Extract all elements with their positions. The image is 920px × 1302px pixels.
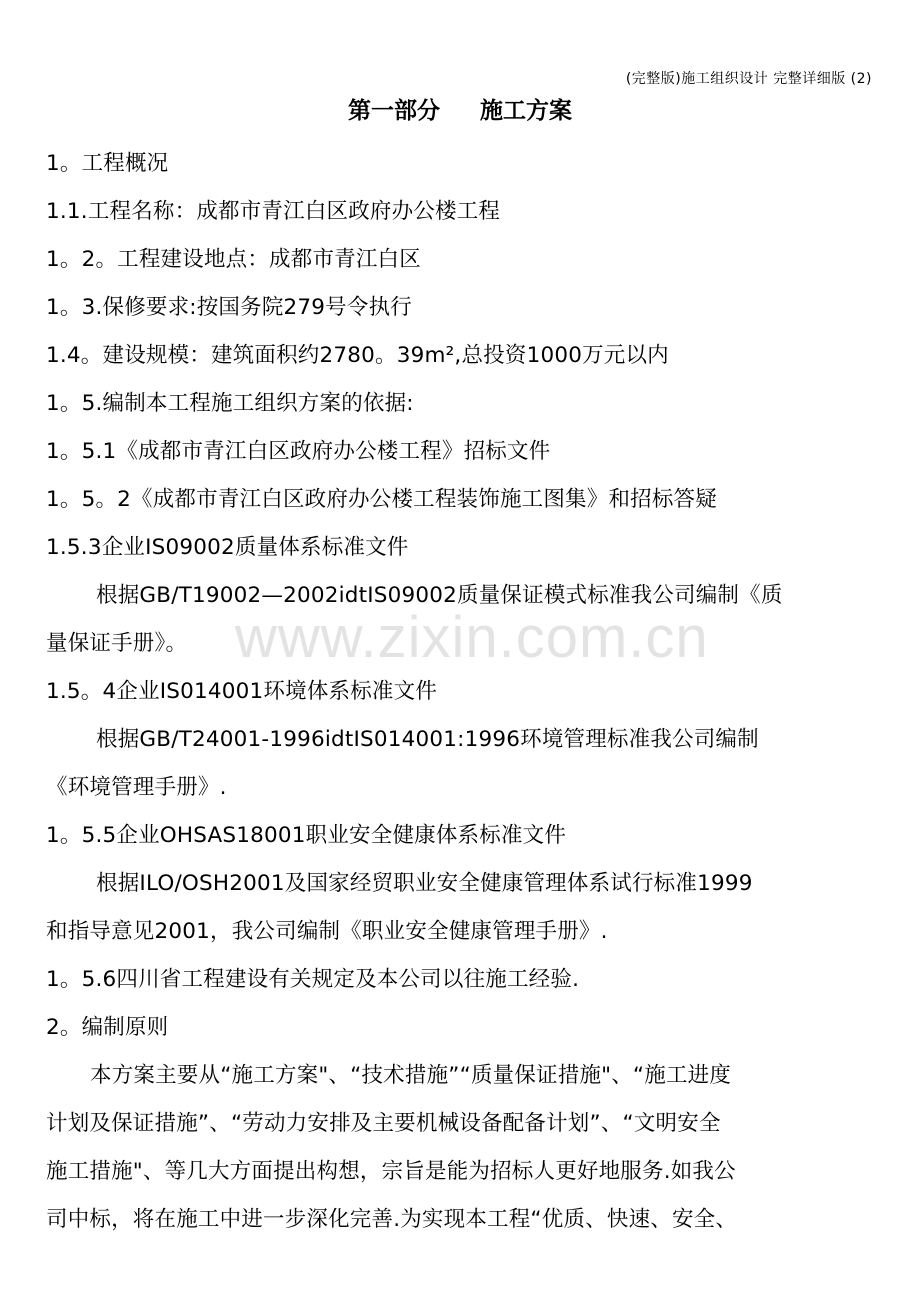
text-line: 量保证手册》。 <box>46 631 188 656</box>
text-line: 和指导意见2001，我公司编制《职业安全健康管理手册》. <box>46 919 608 944</box>
text-line: 1。5。2《成都市青江白区政府办公楼工程装饰施工图集》和招标答疑 <box>46 487 717 512</box>
text-line: 1。3.保修要求:按国务院279号令执行 <box>46 295 412 320</box>
text-line: 施工措施"、等几大方面提出构想，宗旨是能为招标人更好地服务.如我公 <box>46 1159 736 1184</box>
title-name: 施工方案 <box>480 97 572 124</box>
text-line: 2。编制原则 <box>46 1015 169 1040</box>
watermark: www.zixin.com.cn <box>235 605 709 670</box>
text-line: 根据ILO/OSH2001及国家经贸职业安全健康管理体系试行标准1999 <box>96 871 753 896</box>
text-line: 根据GB/T24001-1996idtIS014001:1996环境管理标准我公司编制 <box>96 727 759 752</box>
text-line: 1。5.1《成都市青江白区政府办公楼工程》招标文件 <box>46 439 551 464</box>
text-line: 司中标，将在施工中进一步深化完善.为实现本工程“优质、快速、安全、 <box>46 1207 738 1232</box>
text-line: 计划及保证措施”、“劳动力安排及主要机械设备配备计划”、“文明安全 <box>46 1111 721 1136</box>
text-line: 本方案主要从“施工方案"、“技术措施”“质量保证措施"、“施工进度 <box>90 1063 732 1088</box>
page-title <box>0 92 920 125</box>
text-line: 1。2。工程建设地点：成都市青江白区 <box>46 247 421 272</box>
text-line: 1.4。建设规模：建筑面积约2780。39m²,总投资1000万元以内 <box>46 343 669 368</box>
text-line: 1。5.5企业OHSAS18001职业安全健康体系标准文件 <box>46 823 567 848</box>
text-line: 1.1.工程名称：成都市青江白区政府办公楼工程 <box>46 199 501 224</box>
text-line: 1。5.6四川省工程建设有关规定及本公司以往施工经验. <box>46 967 580 992</box>
text-line: 1。5.编制本工程施工组织方案的依据: <box>46 391 414 416</box>
page-header: (完整版)施工组织设计 完整详细版 (2) <box>625 71 872 87</box>
text-line: 1.5。4企业IS014001环境体系标准文件 <box>46 679 438 704</box>
title-part: 第一部分 <box>348 97 440 124</box>
text-line: 1。工程概况 <box>46 151 169 176</box>
text-line: 《环境管理手册》. <box>46 775 227 800</box>
text-line: 根据GB/T19002—2002idtIS09002质量保证模式标准我公司编制《质 <box>96 583 783 608</box>
text-line: 1.5.3企业IS09002质量体系标准文件 <box>46 535 409 560</box>
